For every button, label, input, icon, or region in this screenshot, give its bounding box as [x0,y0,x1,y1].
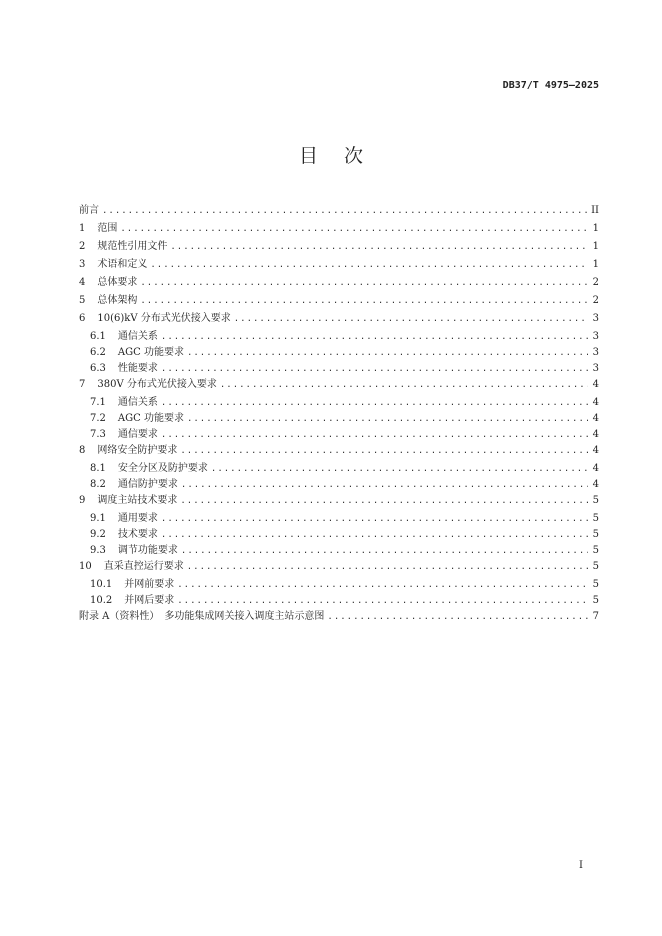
toc-leader-dots [177,596,588,606]
toc-entry[interactable] [79,201,599,219]
toc-entry-page: 4 [592,479,599,490]
toc-entry-page: 1 [592,241,599,252]
toc-entry-label: 调节功能要求 [117,545,178,556]
toc-entry-page: 4 [592,445,599,456]
toc-entry-number: 9.2 [90,529,106,540]
toc-entry-label: 直采直控运行要求 [103,561,184,572]
toc-leader-dots [161,398,588,408]
page-title: 目次 [298,145,389,167]
toc-entry[interactable] [79,491,599,509]
toc-entry-number: 8.2 [90,479,106,490]
toc-entry-label: 总体要求 [97,277,138,288]
toc-entry[interactable] [79,359,599,375]
toc-entry[interactable] [79,255,599,273]
toc-entry-number: 2 [79,241,86,252]
toc-entry-label: 调度主站技术要求 [97,495,178,506]
toc-entry-label: 术语和定义 [97,259,148,270]
toc-entry-number: 10.2 [90,595,113,606]
toc-entry-number: 8.1 [90,463,106,474]
toc-entry-label: 附录 A（资料性） 多功能集成网关接入调度主站示意图 [79,611,325,622]
toc-entry[interactable] [79,343,599,359]
toc-entry-page: 5 [592,529,599,540]
toc-leader-dots [180,446,588,456]
document-code: DB37/T 4975—2025 [502,80,599,91]
toc-entry-label: 通信防护要求 [117,479,178,490]
toc-entry-label: 通信关系 [117,331,158,342]
toc-entry-label: 规范性引用文件 [97,241,168,252]
toc-leader-dots [187,348,588,358]
toc-entry-number: 10.1 [90,579,113,590]
toc-entry-page: 3 [592,347,599,358]
toc-entry-number: 3 [79,259,86,270]
toc-entry-number: 6.3 [90,363,106,374]
toc-leader-dots [177,580,588,590]
toc-entry[interactable] [79,219,599,237]
toc-leader-dots [220,380,588,390]
toc-entry[interactable] [79,525,599,541]
toc-entry-label: 通用要求 [117,513,158,524]
toc-entry[interactable] [79,409,599,425]
toc-entry[interactable] [79,591,599,607]
toc-entry-number: 1 [79,223,86,234]
toc-leader-dots [181,546,588,556]
toc-entry[interactable] [79,459,599,475]
toc-entry-page: 5 [592,545,599,556]
toc-entry-label: 技术要求 [117,529,158,540]
toc-entry-page: 3 [592,331,599,342]
toc-entry-label: 10(6)kV 分布式光伏接入要求 [97,313,231,324]
toc-entry-number: 7 [79,379,86,390]
toc-leader-dots [211,464,588,474]
toc-entry-label: AGC 功能要求 [117,413,184,424]
toc-entry-page: 5 [592,561,599,572]
toc-entry-label: 380V 分布式光伏接入要求 [97,379,217,390]
toc-leader-dots [187,414,588,424]
toc-entry-page: 4 [592,413,599,424]
toc-entry-label: 前言 [79,205,99,216]
toc-leader-dots [234,314,588,324]
toc-entry[interactable] [79,575,599,591]
toc-entry[interactable] [79,393,599,409]
toc-leader-dots [181,480,588,490]
toc-entry-number: 8 [79,445,86,456]
toc-entry-number: 6 [79,313,86,324]
toc-entry-label: AGC 功能要求 [117,347,184,358]
toc-entry-label: 通信要求 [117,429,158,440]
toc-leader-dots [120,224,588,234]
toc-entry[interactable] [79,475,599,491]
toc-entry-page: 5 [592,513,599,524]
toc-entry-label: 性能要求 [117,363,158,374]
toc-leader-dots [150,260,588,270]
toc-leader-dots [161,430,588,440]
toc-leader-dots [102,206,588,216]
toc-entry-page: 3 [592,313,599,324]
toc-entry-label: 总体架构 [97,295,138,306]
toc-entry-page: II [591,205,599,216]
toc-entry-page: 1 [592,223,599,234]
toc-leader-dots [161,530,588,540]
toc-entry-page: 5 [592,495,599,506]
toc-entry[interactable] [79,557,599,575]
toc-entry-label: 并网后要求 [124,595,175,606]
toc-entry-page: 4 [592,463,599,474]
toc-entry-number: 9.3 [90,545,106,556]
toc-entry-page: 4 [592,429,599,440]
toc-leader-dots [140,278,588,288]
toc-leader-dots [161,332,588,342]
toc-leader-dots [170,242,588,252]
toc-entry[interactable] [79,607,599,625]
toc-entry-label: 并网前要求 [124,579,175,590]
toc-leader-dots [140,296,588,306]
toc-entry-page: 2 [592,295,599,306]
toc-leader-dots [161,364,588,374]
toc-entry-page: 5 [592,595,599,606]
toc-entry-label: 范围 [97,223,118,234]
toc-entry-page: 4 [592,379,599,390]
toc-entry-page: 2 [592,277,599,288]
toc-entry[interactable] [79,375,599,393]
toc-entry[interactable] [79,441,599,459]
toc-entry-label: 网络安全防护要求 [97,445,178,456]
toc-leader-dots [180,496,588,506]
toc-entry[interactable] [79,237,599,255]
toc-entry[interactable] [79,309,599,327]
toc-entry[interactable] [79,327,599,343]
toc-entry[interactable] [79,509,599,525]
toc-entry-number: 6.1 [90,331,106,342]
page-number: I [579,860,583,871]
toc-entry-number: 9.1 [90,513,106,524]
toc-leader-dots [187,562,588,572]
toc-entry-page: 4 [592,397,599,408]
toc-entry-page: 1 [592,259,599,270]
toc-entry[interactable] [79,291,599,309]
toc-entry-page: 7 [592,611,599,622]
toc-entry-number: 7.1 [90,397,106,408]
toc-entry-number: 6.2 [90,347,106,358]
toc-entry[interactable] [79,541,599,557]
toc-entry-number: 4 [79,277,86,288]
toc-entry-number: 5 [79,295,86,306]
toc-leader-dots [327,612,588,622]
toc-entry-number: 7.2 [90,413,106,424]
toc-entry-page: 3 [592,363,599,374]
toc-leader-dots [161,514,588,524]
toc-entry[interactable] [79,425,599,441]
toc-entry-number: 9 [79,495,86,506]
toc-entry-number: 7.3 [90,429,106,440]
toc-entry[interactable] [79,273,599,291]
toc-entry-number: 10 [79,561,92,572]
toc-entry-page: 5 [592,579,599,590]
toc-entry-label: 通信关系 [117,397,158,408]
table-of-contents [79,201,599,625]
toc-entry-label: 安全分区及防护要求 [117,463,208,474]
